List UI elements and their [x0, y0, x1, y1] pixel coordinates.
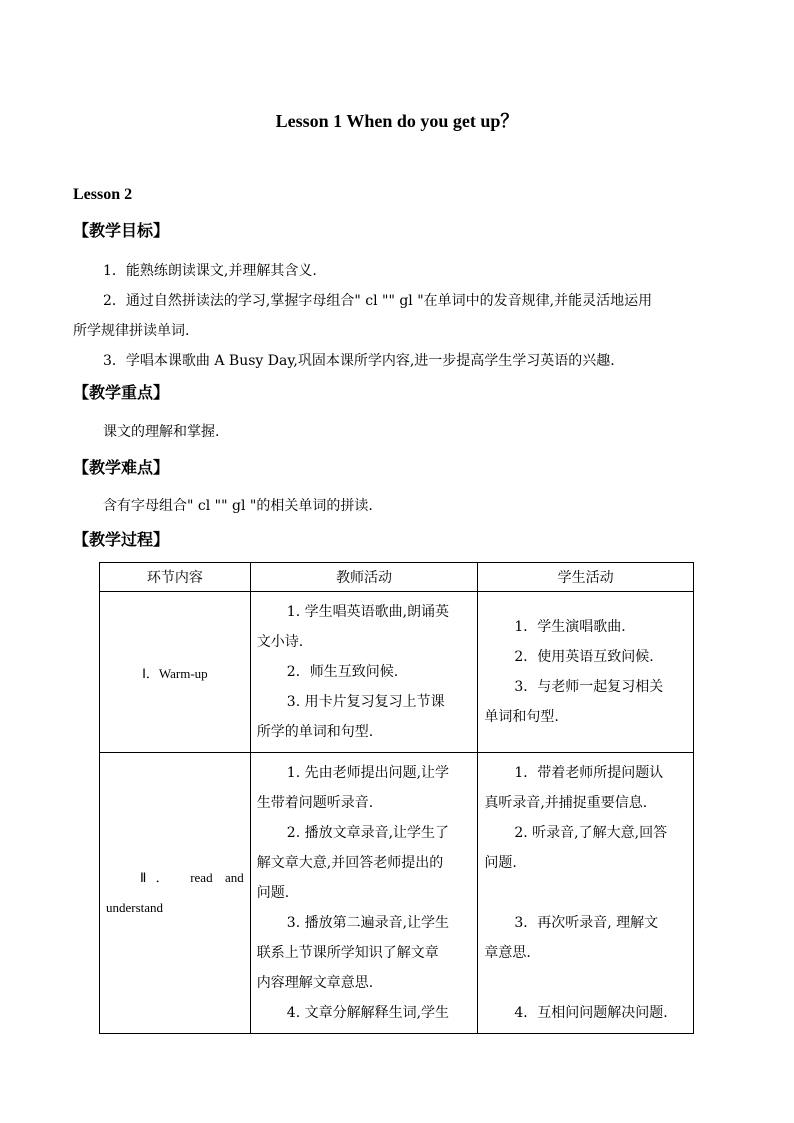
goal-item-3: 3．学唱本课歌曲 A Busy Day,巩固本课所学内容,进一步提高学生学习英语的兴趣. — [103, 353, 615, 369]
table-header-row — [100, 563, 694, 592]
student-line: 单词和句型. — [484, 709, 559, 725]
difficulty-text — [73, 491, 723, 521]
teacher-line: 生带着问题听录音. — [256, 795, 374, 811]
student-line-spacer — [484, 968, 687, 998]
student-line: 2．使用英语互致问候. — [514, 649, 654, 665]
focus-heading: 【教学重点】 — [73, 383, 170, 402]
student-line: 2. 听录音,了解大意,回答 — [514, 825, 668, 841]
teacher-line: 1. 先由老师提出问题,让学 — [286, 765, 450, 781]
goal-item-2: 2．通过自然拼读法的学习,掌握字母组合" cl "" gl "在单词中的发音规律,并能灵活地运用 — [103, 293, 653, 309]
page-title: Lesson 1 When do you get up？ — [275, 111, 519, 131]
teacher-line: 3. 用卡片复习复习上节课 — [286, 694, 445, 710]
teacher-line: 4. 文章分解解释生词,学生 — [286, 1005, 450, 1021]
header-teacher: 教师活动 — [250, 563, 478, 592]
teacher-line: 文小诗. — [256, 634, 304, 650]
student-line: 1．学生演唱歌曲. — [514, 619, 626, 635]
teacher-line: 问题. — [256, 885, 290, 901]
student-activity-cell — [478, 592, 694, 753]
lesson-process-table — [99, 562, 694, 1034]
stage-line: Ⅱ． read and — [140, 870, 244, 885]
table-row — [100, 753, 694, 1034]
student-activity-cell — [478, 753, 694, 1034]
teacher-line: 2．师生互致问候. — [286, 664, 399, 680]
goal-item-1: 1．能熟练朗读课文,并理解其含义. — [103, 263, 317, 279]
difficulty-item: 含有字母组合" cl "" gl "的相关单词的拼读. — [103, 498, 373, 514]
student-line: 问题. — [484, 855, 517, 871]
student-line: 真听录音,并捕捉重要信息. — [484, 795, 648, 811]
goal-item-2-continued: 所学规律拼读单词. — [73, 323, 190, 339]
student-line: 3．再次听录音, 理解文 — [514, 915, 659, 931]
teacher-line: 1. 学生唱英语歌曲,朗诵英 — [286, 604, 450, 620]
teacher-activity-cell — [250, 592, 478, 753]
difficulty-heading: 【教学难点】 — [73, 458, 170, 477]
student-line: 1．带着老师所提问题认 — [514, 765, 664, 781]
table-row — [100, 592, 694, 753]
teacher-line: 2. 播放文章录音,让学生了 — [286, 825, 450, 841]
student-line: 章意思. — [484, 945, 531, 961]
stage-line: understand — [106, 900, 164, 915]
student-line: 3．与老师一起复习相关 — [514, 679, 664, 695]
teacher-activity-cell — [250, 753, 478, 1034]
student-line-spacer — [484, 878, 687, 908]
teacher-line: 联系上节课所学知识了解文章 — [256, 945, 439, 961]
teacher-line: 3. 播放第二遍录音,让学生 — [286, 915, 450, 931]
student-line: 4．互相问问题解决问题. — [514, 1005, 668, 1021]
process-heading: 【教学过程】 — [73, 530, 170, 549]
focus-text — [73, 417, 723, 447]
stage-cell: Ⅰ．Warm-up — [100, 592, 251, 753]
header-stage: 环节内容 — [100, 563, 251, 592]
teacher-line: 所学的单词和句型. — [256, 724, 374, 740]
focus-item: 课文的理解和掌握. — [103, 424, 220, 440]
teacher-line: 解文章大意,并回答老师提出的 — [256, 855, 444, 871]
stage-cell — [100, 753, 251, 1034]
goals-list — [73, 256, 723, 376]
header-student: 学生活动 — [478, 563, 694, 592]
goals-heading: 【教学目标】 — [73, 221, 170, 240]
teacher-line: 内容理解文章意思. — [256, 975, 374, 991]
lesson-label: Lesson 2 — [73, 186, 133, 203]
